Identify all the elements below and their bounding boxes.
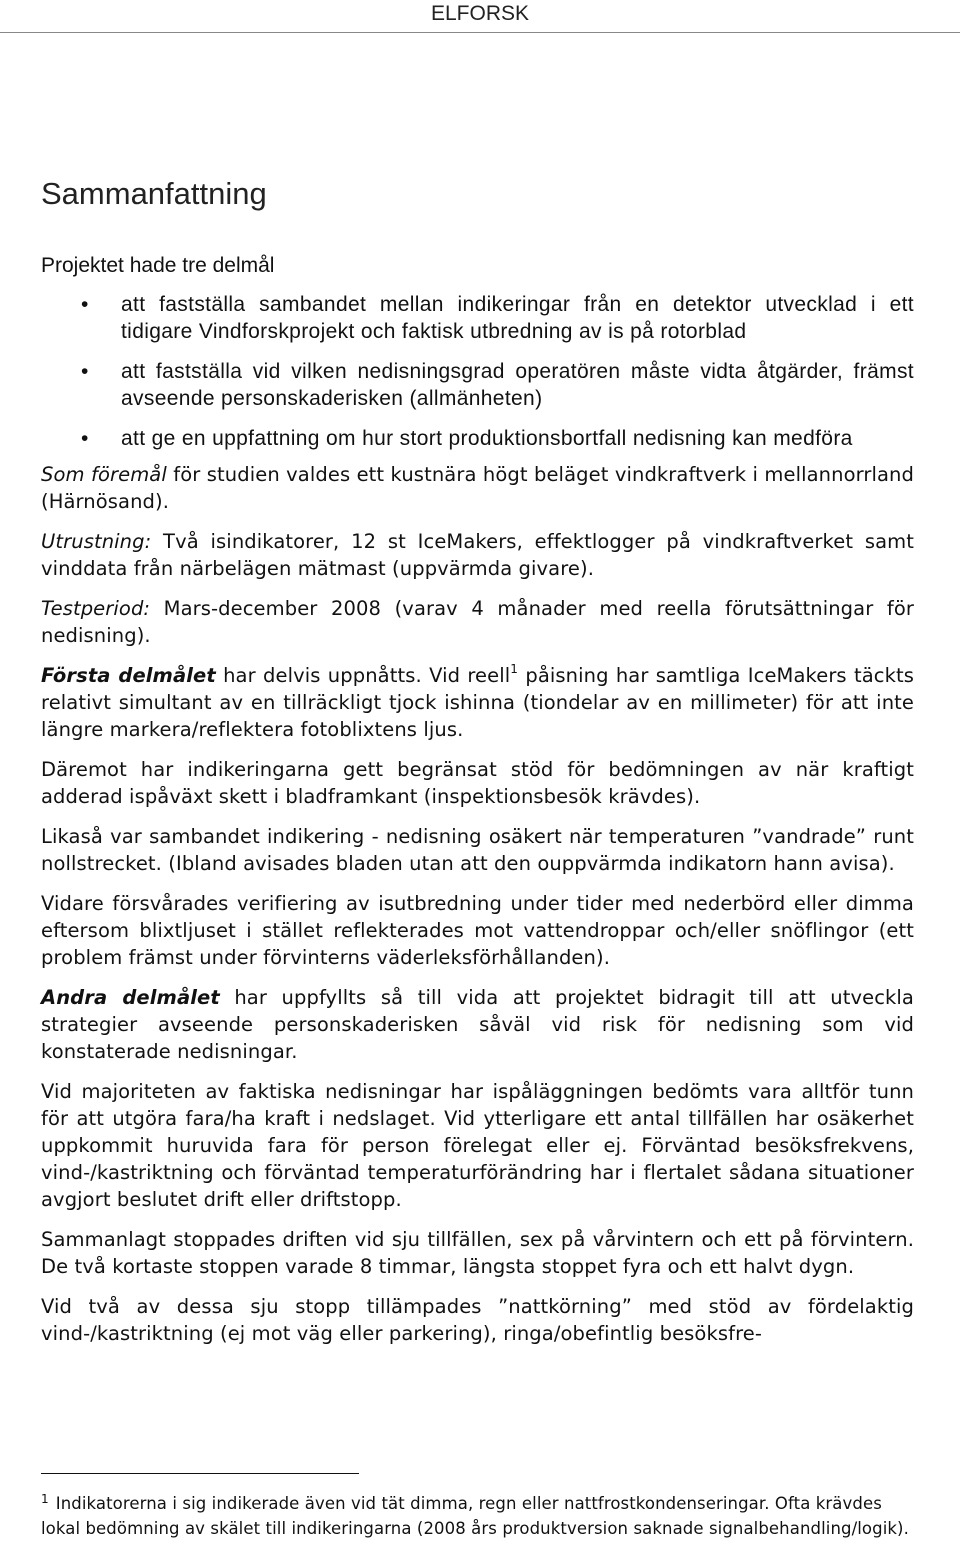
- intro-text: Projektet hade tre delmål: [41, 254, 275, 277]
- text-test-period: Mars-december 2008 (varav 4 månader med reella förutsättningar för nedisning).: [41, 597, 914, 647]
- goal-item-1: • att fastställa sambandet mellan indikeringar från en detektor utvecklad i ett tidigare Vindforskprojekt och faktisk utbredning av is på rotorblad: [41, 291, 914, 345]
- text-second-goal: har uppfyllts så till vida att projektet bidragit till att utveckla strategier avseende personskaderisken såväl vid risk för nedisning som vid konstaterade nedisningar.: [41, 986, 914, 1063]
- paragraph-first-goal: [41, 662, 914, 743]
- label-test-period: Testperiod:: [41, 597, 151, 620]
- text-equipment: Två isindikatorer, 12 st IceMakers, effektlogger på vindkraftverket samt vinddata från närbelägen mätmast (uppvärmda givare).: [41, 530, 914, 580]
- paragraph-test-period: [41, 595, 914, 649]
- paragraph-object: [41, 461, 914, 515]
- paragraph-second-goal: [41, 984, 914, 1065]
- label-first-goal: Första delmålet: [41, 664, 216, 687]
- footnote-divider: [41, 1473, 359, 1474]
- goal-list: [41, 291, 914, 452]
- text-first-goal-a: har delvis uppnåtts. Vid reell: [215, 664, 511, 687]
- paragraph-night-run: Vid två av dessa sju stopp tillämpades ”nattkörning” med stöd av fördelaktig vind-/kastriktning (ej mot väg eller parkering), ringa/obefintlig besöksfre-: [41, 1295, 914, 1345]
- footnote-reference[interactable]: 1: [510, 662, 519, 676]
- summary-section: [41, 174, 914, 1360]
- section-heading: Sammanfattning: [41, 176, 267, 211]
- goal-item-3: • att ge en uppfattning om hur stort produktionsbortfall nedisning kan medföra: [41, 425, 914, 452]
- footnote-text: Indikatorerna i sig indikerade även vid tät dimma, regn eller nattfrostkondenseringar. Ofta krävdes lokal bedömning av skälet till indikeringarna (2008 års produktversion saknade signalbehandling/logik).: [41, 1494, 909, 1538]
- paragraph-total-stops: Sammanlagt stoppades driften vid sju tillfällen, sex på vårvintern och ett på förvintern. De två kortaste stoppen varade 8 timmar, längsta stoppet fyra och ett halvt dygn.: [41, 1228, 914, 1278]
- page-header: [0, 0, 960, 33]
- label-object: Som föremål: [41, 463, 167, 486]
- goal-item-2: • att fastställa vid vilken nedisningsgrad operatören måste vidta åtgärder, främst avseende personskaderisken (allmänheten): [41, 358, 914, 412]
- paragraph-equipment: [41, 528, 914, 582]
- text-object: för studien valdes ett kustnära högt beläget vindkraftverk i mellannorrland (Härnösand).: [41, 463, 914, 513]
- label-equipment: Utrustning:: [41, 530, 152, 553]
- paragraph-majority: Vid majoriteten av faktiska nedisningar har ispåläggningen bedömts vara alltför tunn för att utgöra fara/ha kraft i nedslaget. Vid ytterligare ett antal tillfällen har osäkerhet uppkommit huruvida fara för person förelegat eller ej. Förväntad besöksfrekvens, vind-/kastriktning och förväntad temperaturförändring har i flertalet sådana situationer avgjort beslutet drift eller driftstopp.: [41, 1080, 914, 1211]
- text-first-goal-b: påisning har samtliga IceMakers täckts relativt simultant av en tillräckligt tjock ishinna (tiondelar av en millimeter) för att inte längre markera/reflektera fotoblixtens ljus.: [41, 664, 915, 741]
- footnote: [41, 1487, 914, 1541]
- footnote-number: 1: [41, 1492, 49, 1506]
- paragraph-likewise: Likaså var sambandet indikering - nedisning osäkert när temperaturen ”vandrade” runt nollstrecket. (Ibland avisades bladen utan att den ouppvärmda indikatorn hann avisa).: [41, 825, 914, 875]
- paragraph-furthermore: Vidare försvårades verifiering av isutbredning under tider med nederbörd eller dimma eftersom blixtljuset i stället reflekterades mot vattendroppar och/eller snöflingor (ett problem främst under förvinterns väderleksförhållanden).: [41, 892, 914, 969]
- header-title: ELFORSK: [430, 2, 530, 25]
- paragraph-however: Däremot har indikeringarna gett begränsat stöd för bedömningen av när kraftigt adderad ispåväxt skett i bladframkant (inspektionsbesök krävdes).: [41, 758, 914, 808]
- label-second-goal: Andra delmålet: [41, 986, 220, 1009]
